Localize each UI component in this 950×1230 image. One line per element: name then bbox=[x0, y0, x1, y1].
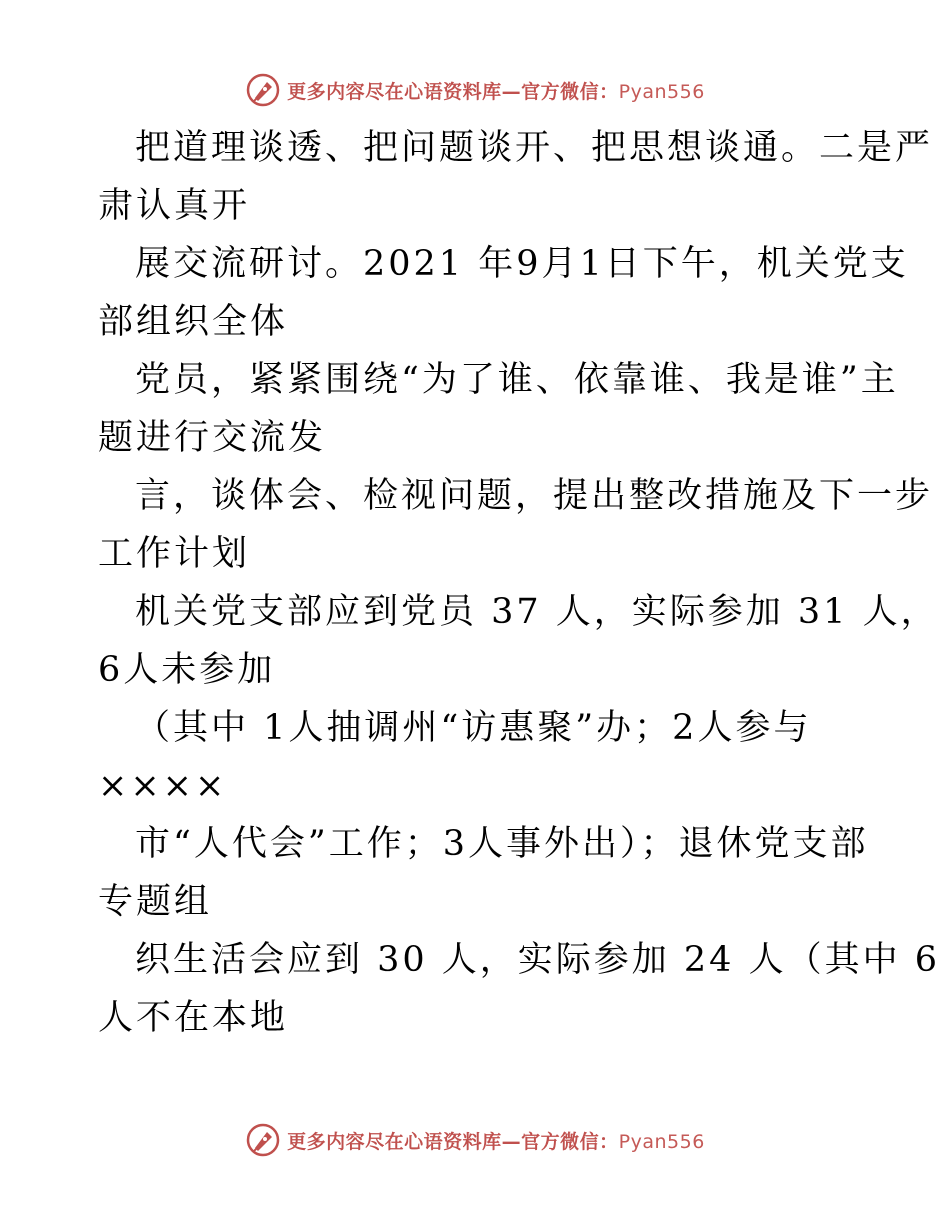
body-line: 言，谈体会、检视问题，提出整改措施及下一步 bbox=[135, 476, 934, 516]
document-body bbox=[98, 119, 940, 1047]
body-line: 工作计划 bbox=[98, 534, 251, 574]
watermark-text-cn: 更多内容尽在心语资料库—官方微信： bbox=[287, 1130, 619, 1153]
watermark-text bbox=[287, 1127, 705, 1154]
pen-nib-logo-icon bbox=[245, 1122, 281, 1158]
watermark-wechat-id: Pyan556 bbox=[618, 1130, 705, 1153]
body-line: 人不在本地 bbox=[98, 998, 289, 1038]
body-line: 肃认真开 bbox=[98, 186, 251, 226]
body-line: 机关党支部应到党员 37 人，实际参加 31 人， bbox=[135, 592, 939, 632]
body-line: 把道理谈透、把问题谈开、把思想谈通。二是严 bbox=[135, 128, 934, 168]
body-line: 展交流研讨。2021 年9月1日下午，机关党支 bbox=[135, 244, 909, 284]
body-line: 题进行交流发 bbox=[98, 418, 327, 458]
header-watermark bbox=[0, 70, 950, 110]
pen-nib-logo-icon bbox=[245, 72, 281, 108]
body-line: 6人未参加 bbox=[98, 650, 276, 690]
body-line: 市“人代会”工作；3人事外出）；退休党支部 bbox=[135, 824, 869, 864]
watermark-text bbox=[287, 77, 705, 104]
body-line: ×××× bbox=[98, 766, 228, 806]
watermark-wechat-id: Pyan556 bbox=[618, 80, 705, 103]
body-line: 专题组 bbox=[98, 882, 213, 922]
body-line: 党员，紧紧围绕“为了谁、依靠谁、我是谁”主 bbox=[135, 360, 899, 400]
body-line: （其中 1人抽调州“访惠聚”办；2人参与 bbox=[135, 708, 812, 748]
watermark-text-cn: 更多内容尽在心语资料库—官方微信： bbox=[287, 80, 619, 103]
body-line: 织生活会应到 30 人，实际参加 24 人（其中 6 bbox=[135, 940, 940, 980]
footer-watermark bbox=[0, 1120, 950, 1160]
body-line: 部组织全体 bbox=[98, 302, 289, 342]
